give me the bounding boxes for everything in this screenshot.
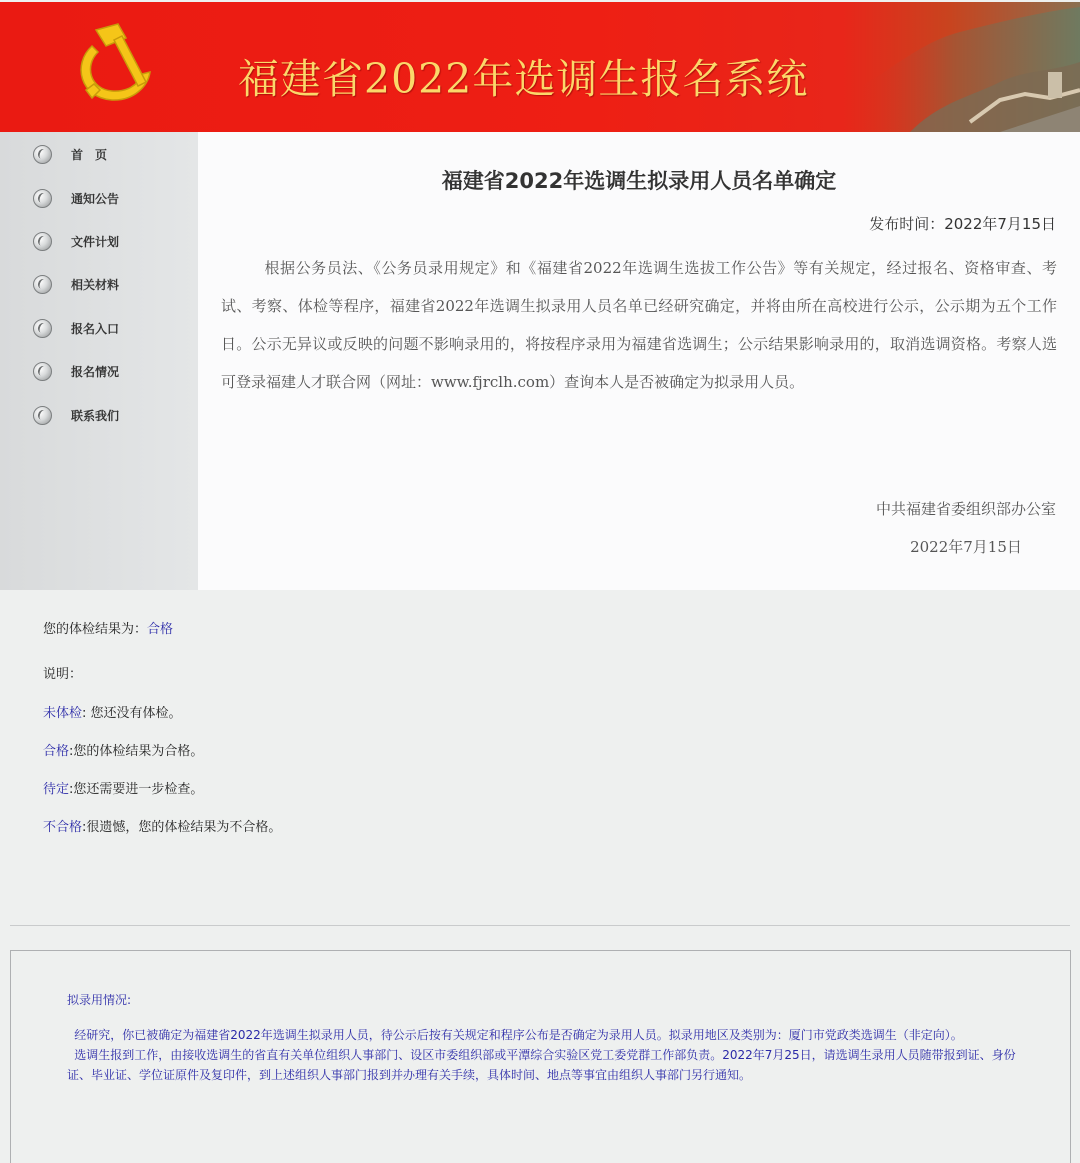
- admission-panel: [10, 950, 1071, 1163]
- legend-item: [43, 816, 281, 835]
- sidebar-item-contact[interactable]: [33, 403, 119, 427]
- sidebar-item-label: 联系我们: [71, 408, 120, 423]
- sidebar-item-notices[interactable]: [33, 186, 119, 210]
- medical-result-value: 合格: [147, 622, 174, 637]
- sidebar-nav: [0, 132, 198, 590]
- sidebar-item-materials[interactable]: [33, 272, 119, 296]
- signature-date: 2022年7月15日: [910, 538, 1022, 556]
- sidebar-item-label: 报名情况: [71, 364, 120, 379]
- legend-desc: : 您还没有体检。: [82, 706, 182, 721]
- legend-desc: :很遗憾，您的体检结果为不合格。: [82, 820, 282, 835]
- admission-text: [67, 1025, 1027, 1085]
- legend-item: [43, 702, 182, 721]
- sidebar-item-label: 相关材料: [71, 277, 120, 292]
- legend-desc: :您还需要进一步检查。: [69, 782, 204, 797]
- legend-status: 未体检: [43, 706, 83, 721]
- radio-bullet-icon: [33, 406, 52, 425]
- medical-result-label: 您的体检结果为：: [43, 622, 148, 637]
- great-wall-scenery: [850, 2, 1080, 132]
- sidebar-item-label: 首 页: [71, 147, 108, 162]
- header-banner: [0, 2, 1080, 132]
- sidebar-item-registration[interactable]: [33, 316, 119, 340]
- sidebar-item-label: 文件计划: [71, 234, 120, 249]
- notice-panel: [198, 132, 1080, 590]
- admission-paragraph: 经研究，你已被确定为福建省2022年选调生拟录用人员，待公示后按有关规定和程序公布是否确定为录用人员。拟录用地区及类别为：厦门市党政类选调生（非定向）。: [74, 1028, 963, 1042]
- sidebar-item-label: 通知公告: [71, 191, 120, 206]
- sidebar-item-status[interactable]: [33, 359, 119, 383]
- radio-bullet-icon: [33, 189, 52, 208]
- signature-org: 中共福建省委组织部办公室: [875, 500, 1056, 518]
- sidebar-item-label: 报名入口: [71, 321, 120, 336]
- notice-signature: [876, 490, 1056, 566]
- legend-item: [43, 740, 203, 759]
- radio-bullet-icon: [33, 275, 52, 294]
- party-emblem-icon: [66, 20, 156, 110]
- explain-label: 说明：: [43, 667, 83, 682]
- medical-result-line: [43, 618, 173, 637]
- legend-status: 不合格: [43, 820, 83, 835]
- admission-heading: 拟录用情况:: [67, 993, 132, 1007]
- radio-bullet-icon: [33, 362, 52, 381]
- radio-bullet-icon: [33, 145, 52, 164]
- legend-status: 待定: [43, 782, 70, 797]
- legend-desc: :您的体检结果为合格。: [69, 744, 204, 759]
- radio-bullet-icon: [33, 232, 52, 251]
- legend-item: [43, 778, 203, 797]
- sidebar-item-documents[interactable]: [33, 229, 119, 253]
- radio-bullet-icon: [33, 319, 52, 338]
- site-title: 福建省2022年选调生报名系统: [238, 55, 809, 103]
- notice-body: 根据公务员法、《公务员录用规定》和《福建省2022年选调生选拔工作公告》等有关规定，经过报名、资格审查、考试、考察、体检等程序，福建省2022年选调生拟录用人员名单已经研究确定，并将由所在高校进行公示，公示期为五个工作日。公示无异议或反映的问题不影响录用的，将按程序录用为福建省选调生；公示结果影响录用的，取消选调资格。考察人选可登录福建人才联合网（网址：www.fjrclh.com）查询本人是否被确定为拟录用人员。: [221, 259, 1057, 391]
- publish-date: 发布时间：2022年7月15日: [869, 215, 1056, 233]
- section-divider: [10, 925, 1070, 926]
- sidebar-item-home[interactable]: [33, 142, 107, 166]
- legend-status: 合格: [43, 744, 70, 759]
- notice-title: 福建省2022年选调生拟录用人员名单确定: [441, 169, 837, 193]
- admission-paragraph: 选调生报到工作，由接收选调生的省直有关单位组织人事部门、设区市委组织部或平潭综合实验区党工委党群工作部负责。2022年7月25日，请选调生录用人员随带报到证、身份证、毕业证、学位证原件及复印件，到上述组织人事部门报到并办理有关手续，具体时间、地点等事宜由组织人事部门另行通知。: [67, 1048, 1016, 1082]
